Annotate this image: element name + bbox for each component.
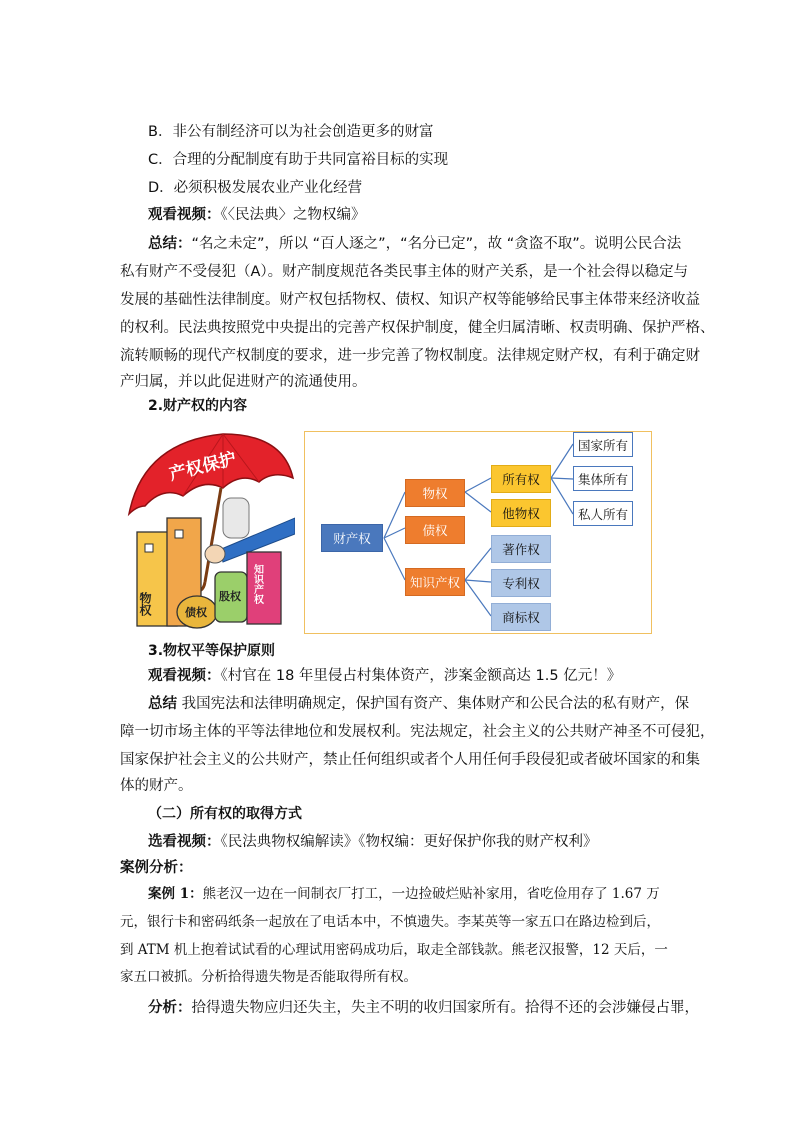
summary-line-5: 流转顺畅的现代产权制度的要求，进一步完善了物权制度。法律规定财产权，有利于确定财: [120, 348, 700, 364]
node-root: 财产权: [321, 524, 383, 552]
summary2-line-3: 国家保护社会主义的公共财产，禁止任何组织或者个人用任何手段侵犯或者破坏国家的和集: [120, 752, 700, 768]
analysis-label: 分析：: [148, 1000, 192, 1016]
summary-line-6: 产归属，并以此促进财产的流通使用。: [120, 374, 367, 390]
summary2-line-1: 总结 我国宪法和法律明确规定，保护国有资产、集体财产和公民合法的私有财产，保: [148, 696, 690, 712]
node-guojia: 国家所有: [573, 432, 633, 457]
node-zhuzuoquan: 著作权: [491, 535, 551, 563]
property-protection-illustration: [123, 422, 295, 640]
summary-label: 总结：: [148, 236, 192, 252]
summary-line-4: 的权利。民法典按照党中央提出的完善产权保护制度，健全归属清晰、权责明确、保护严格、: [120, 320, 715, 336]
node-zhuanliquan: 专利权: [491, 569, 551, 597]
case1-line-2: 元，银行卡和密码纸条一起放在了电话本中，不慎遗失。李某英等一家五口在路边检到后，: [120, 914, 660, 930]
option-c: C．合理的分配制度有助于共同富裕目标的实现: [148, 152, 449, 168]
node-shangbiaoquan: 商标权: [491, 603, 551, 631]
video-label: 观看视频：: [148, 207, 221, 223]
video-line-3: 选看视频：《民法典物权编解读》《物权编：更好保护你我的财产权利》: [148, 834, 598, 850]
illus-label-zhishi: 知识产权: [251, 564, 263, 604]
illus-label-guquan: 股权: [219, 590, 241, 603]
summary-line-1: 总结：“名之未定”，所以 “百人逐之”，“名分已定”，故 “贪盗不取”。说明公民合法: [148, 236, 682, 252]
video-line-2: 观看视频：《村官在 18 年里侵占村集体资产，涉案金额高达 1.5 亿元！》: [148, 668, 622, 684]
video-line-1: [148, 205, 366, 225]
video-title-2: 《村官在 18 年里侵占村集体资产，涉案金额高达 1.5 亿元！》: [220, 668, 622, 684]
illus-label-zhaiquan: 债权: [185, 606, 207, 619]
case1-line-1: 案例 1：熊老汉一边在一间制衣厂打工，一边捡破烂贴补家用，省吃俭用存了 1.67 万: [148, 886, 660, 902]
section-heading-4: （二）所有权的取得方式: [148, 806, 302, 822]
node-jiti: 集体所有: [573, 466, 633, 491]
illus-label-wuquan: 物权: [138, 592, 152, 616]
node-suoyouquan: 所有权: [491, 465, 551, 493]
property-rights-diagram: [304, 431, 652, 634]
section-heading-2: 2.财产权的内容: [148, 398, 248, 414]
case1-label: 案例 1：: [148, 886, 203, 902]
summary2-line-2: 障一切市场主体的平等法律地位和发展权利。宪法规定，社会主义的公共财产神圣不可侵犯，: [120, 724, 715, 740]
case1-line-4: 家五口被抓。分析拾得遗失物是否能取得所有权。: [120, 969, 417, 985]
summary-line-3: 发展的基础性法律制度。财产权包括物权、债权、知识产权等能够给民事主体带来经济收益: [120, 292, 700, 308]
option-b: B．非公有制经济可以为社会创造更多的财富: [148, 124, 434, 140]
video-title: 《〈民法典〉之物权编》: [220, 207, 366, 223]
case1-line-3: 到 ATM 机上抱着试试看的心理试用密码成功后，取走全部钱款。熊老汉报警，12 天后，一: [120, 942, 668, 958]
node-zhaiquan: 债权: [405, 516, 465, 544]
video-title-3: 《民法典物权编解读》《物权编：更好保护你我的财产权利》: [220, 834, 598, 850]
summary2-label: 总结: [148, 696, 177, 712]
node-siren: 私人所有: [573, 501, 633, 526]
case-heading: 案例分析：: [120, 860, 193, 876]
analysis-line: 分析：拾得遗失物应归还失主，失主不明的收归国家所有。拾得不还的会涉嫌侵占罪，: [148, 1000, 699, 1016]
option-d: D．必须积极发展农业产业化经营: [148, 180, 363, 196]
summary-line-2: 私有财产不受侵犯（A）。财产制度规范各类民事主体的财产关系，是一个社会得以稳定与: [120, 264, 689, 280]
summary2-line-4: 体的财产。: [120, 778, 193, 794]
section-heading-3: 3.物权平等保护原则: [148, 643, 276, 659]
node-tawuquan: 他物权: [491, 499, 551, 527]
node-wuquan: 物权: [405, 479, 465, 507]
node-zhishi: 知识产权: [405, 568, 465, 596]
umbrella-text: 产权保护: [167, 448, 239, 485]
